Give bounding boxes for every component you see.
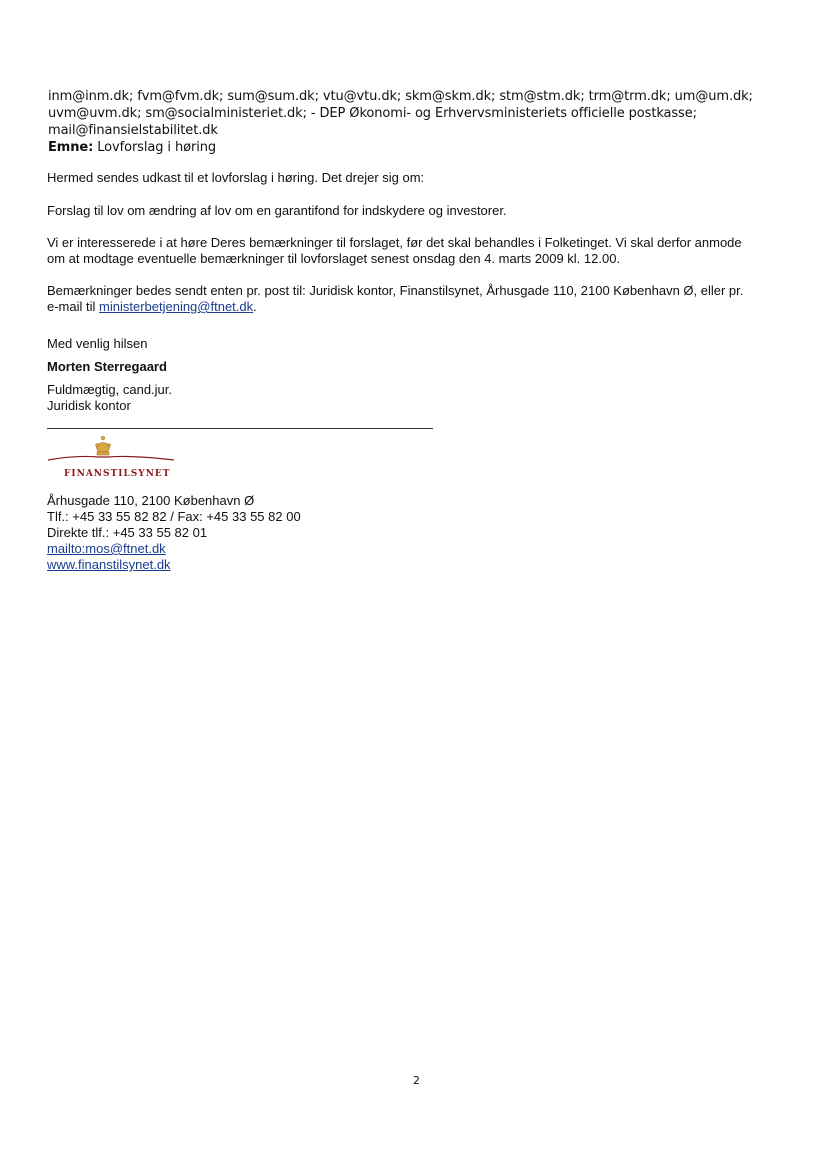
subject-label: Emne:: [48, 140, 94, 155]
recipients-line-1: inm@inm.dk; fvm@fvm.dk; sum@sum.dk; vtu@vtu.dk; skm@skm.dk; stm@stm.dk; trm@trm.dk; um@um.dk;: [48, 89, 753, 104]
email-header: [48, 88, 808, 156]
address: Århusgade 110, 2100 København Ø: [47, 493, 255, 508]
signature-block: [47, 493, 301, 573]
request-line-1: Vi er interesserede i at høre Deres bemærkninger til forslaget, før det skal behandles i Folketinget. Vi skal derfor anmode: [47, 235, 742, 250]
submission-line-1: Bemærkninger bedes sendt enten pr. post til: Juridisk kontor, Finanstilsynet, Århusgade 110, 2100 København Ø, eller pr.: [47, 283, 744, 298]
sender-department: Juridisk kontor: [47, 398, 131, 413]
signature-divider: [47, 428, 433, 429]
page-number: 2: [413, 1074, 420, 1087]
subject-line: [48, 139, 808, 156]
recipients-line-2: uvm@uvm.dk; sm@socialministeriet.dk; - DEP Økonomi- og Erhvervsministeriets officielle postkasse;: [48, 106, 697, 121]
bill-title-paragraph: Forslag til lov om ændring af lov om en garantifond for indskydere og investorer.: [47, 203, 507, 218]
greeting: Med venlig hilsen: [47, 336, 148, 351]
submission-paragraph: [47, 283, 743, 315]
subject-value: Lovforslag i høring: [97, 140, 217, 155]
phone-fax: Tlf.: +45 33 55 82 82 / Fax: +45 33 55 82 00: [47, 509, 301, 524]
recipients-line-3: mail@finansielstabilitet.dk: [48, 123, 218, 138]
request-paragraph: [47, 235, 742, 267]
sender-info: [47, 382, 172, 414]
request-line-2: om at modtage eventuelle bemærkninger til lovforslaget senest onsdag den 4. marts 2009 kl. 12.00.: [47, 251, 621, 266]
sender-name: Morten Sterregaard: [47, 359, 167, 374]
finanstilsynet-wordmark: FINANSTILSYNET: [64, 469, 171, 479]
sender-title: Fuldmægtig, cand.jur.: [47, 382, 173, 397]
website-link[interactable]: www.finanstilsynet.dk: [47, 557, 171, 572]
intro-paragraph: Hermed sendes udkast til et lovforslag i høring. Det drejer sig om:: [47, 170, 425, 185]
submission-email-link[interactable]: ministerbetjening@ftnet.dk: [99, 299, 254, 314]
mailto-link[interactable]: mailto:mos@ftnet.dk: [47, 541, 166, 556]
direct-phone: Direkte tlf.: +45 33 55 82 01: [47, 525, 208, 540]
submission-prefix: e-mail til: [47, 299, 100, 314]
submission-suffix: .: [253, 299, 257, 314]
submission-line-2: [47, 299, 743, 315]
